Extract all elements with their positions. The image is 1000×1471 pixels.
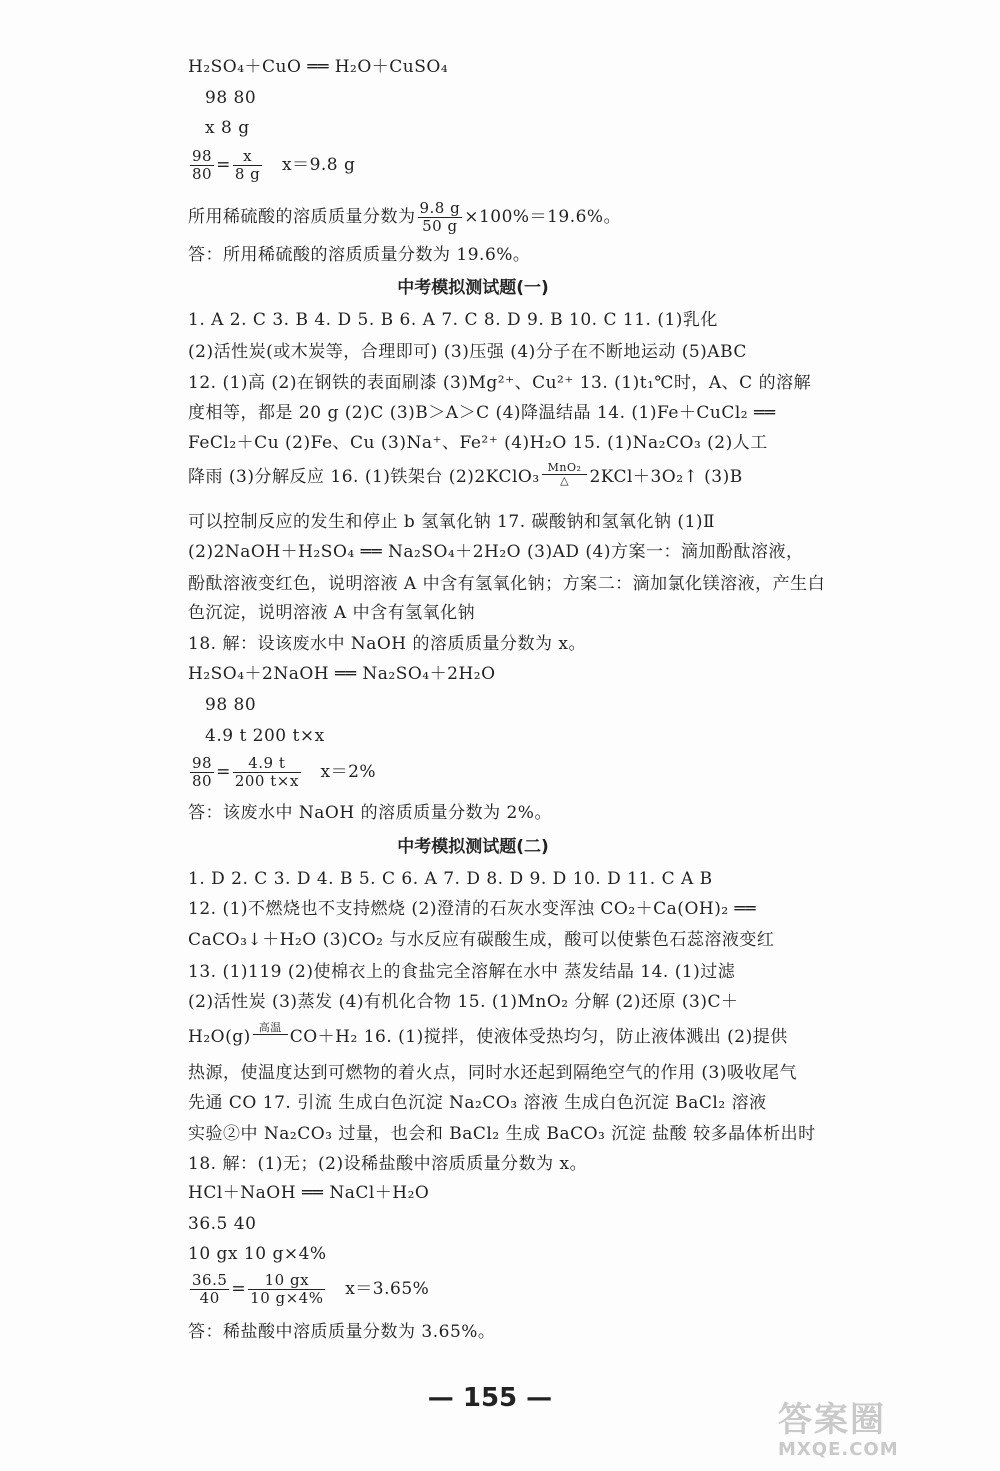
answer-line: H₂O(g) 高温 CO＋H₂ 16. (1)搅拌，使液体受热均匀，防止液体溅出 (2)提供 xyxy=(188,1021,788,1047)
answer-line: 热源，使温度达到可燃物的着火点，同时水还起到隔绝空气的作用 (3)吸收尾气 xyxy=(188,1063,797,1083)
reaction-condition: 高温 xyxy=(253,1022,288,1047)
fraction: $\frac{4.9 t}{200 t\times x}$ xyxy=(234,754,299,790)
answer-line: 18. 解：设该废水中 NaOH 的溶质质量分数为 x。 xyxy=(188,634,587,654)
watermark-url: MXQE.COM xyxy=(778,1439,899,1460)
answer-line: 18. 解：(1)无；(2)设稀盐酸中溶质质量分数为 x。 xyxy=(188,1154,588,1174)
fraction: $\frac{10 gx}{10 g\times 4\%}$ xyxy=(250,1271,324,1307)
answer-line: (2)活性炭 (3)蒸发 (4)有机化合物 15. (1)MnO₂ 分解 (2)还原 (3)C＋ xyxy=(188,992,739,1012)
answer-line: 酚酞溶液变红色，说明溶液 A 中含有氢氧化钠；方案二：滴加氯化镁溶液，产生白 xyxy=(188,574,826,594)
fraction: $\frac{98}{80}$ xyxy=(192,147,213,183)
equation-line: H₂SO₄＋2NaOH ══ Na₂SO₄＋2H₂O xyxy=(188,664,496,684)
answer-line: (2)活性炭(或木炭等，合理即可) (3)压强 (4)分子在不断地运动 (5)ABC xyxy=(188,342,747,362)
answer-line: 可以控制反应的发生和停止 b 氢氧化钠 17. 碳酸钠和氢氧化钠 (1)Ⅱ xyxy=(188,512,716,532)
proportion-line: $\frac{36.5}{40}$ = $\frac{10 gx}{10 g\times 4\%}$ x＝3.65% xyxy=(192,1271,430,1307)
fraction: $\frac{9.8 g}{50 g}$ xyxy=(419,199,461,235)
page-number: — 155 — xyxy=(427,1383,553,1413)
fraction: $\frac{36.5}{40}$ xyxy=(192,1271,228,1307)
proportion-line: $\frac{98}{80}$ = $\frac{4.9 t}{200 t\times x}$ x＝2% xyxy=(192,754,377,790)
ratio-line: 4.9 t 200 t×x xyxy=(205,726,325,746)
proportion-line: $\frac{98}{80}$ = $\frac{x}{8 g}$ x＝9.8 g xyxy=(192,147,356,183)
result-text: x＝9.8 g xyxy=(281,155,356,175)
answer-line: 先通 CO 17. 引流 生成白色沉淀 Na₂CO₃ 溶液 生成白色沉淀 BaCl₂ 溶液 xyxy=(188,1093,767,1113)
answer-line: 答：稀盐酸中溶质质量分数为 3.65%。 xyxy=(188,1322,496,1342)
equation-line: HCl＋NaOH ══ NaCl＋H₂O xyxy=(188,1183,430,1203)
section-title: 中考模拟测试题(一) xyxy=(397,278,549,298)
result-text: x＝3.65% xyxy=(345,1279,430,1299)
answer-line: 降雨 (3)分解反应 16. (1)铁架台 (2)2KClO₃ MnO₂ △ 2KCl＋3O₂↑ (3)B xyxy=(188,461,743,487)
answer-line: 13. (1)119 (2)使棉衣上的食盐完全溶解在水中 蒸发结晶 14. (1)过滤 xyxy=(188,962,736,982)
answer-line: 色沉淀，说明溶液 A 中含有氢氧化钠 xyxy=(188,603,476,623)
fraction: $\frac{x}{8 g}$ xyxy=(234,147,261,183)
answer-line: 答：该废水中 NaOH 的溶质质量分数为 2%。 xyxy=(188,803,552,823)
section-title: 中考模拟测试题(二) xyxy=(397,837,549,857)
percent-line: 所用稀硫酸的溶质质量分数为 $\frac{9.8 g}{50 g}$ ×100%＝19.6%。 xyxy=(188,199,622,235)
ratio-line: 10 gx 10 g×4% xyxy=(188,1244,327,1264)
answer-line: 实验②中 Na₂CO₃ 过量，也会和 BaCl₂ 生成 BaCO₃ 沉淀 盐酸 较多晶体析出时 xyxy=(188,1124,816,1144)
answer-line: 12. (1)不燃烧也不支持燃烧 (2)澄清的石灰水变浑浊 CO₂＋Ca(OH)₂ ══ xyxy=(188,899,757,919)
answer-line: 1. A 2. C 3. B 4. D 5. B 6. A 7. C 8. D 9. B 10. C 11. (1)乳化 xyxy=(188,310,718,330)
answer-line: 度相等，都是 20 g (2)C (3)B＞A＞C (4)降温结晶 14. (1)Fe＋CuCl₂ ══ xyxy=(188,403,776,423)
equation-line: H₂SO₄＋CuO ══ H₂O＋CuSO₄ xyxy=(188,57,449,77)
watermark-text: 答案圈 xyxy=(778,1400,886,1440)
ratio-line: x 8 g xyxy=(205,118,250,138)
answer-line: FeCl₂＋Cu (2)Fe、Cu (3)Na⁺、Fe²⁺ (4)H₂O 15. (1)Na₂CO₃ (2)人工 xyxy=(188,433,768,453)
watermark-logo xyxy=(778,1400,988,1462)
result-text: x＝2% xyxy=(320,762,377,782)
answer-line: (2)2NaOH＋H₂SO₄ ══ Na₂SO₄＋2H₂O (3)AD (4)方案一：滴加酚酞溶液， xyxy=(188,542,804,562)
answer-line: 1. D 2. C 3. D 4. B 5. C 6. A 7. D 8. D 9. D 10. D 11. C A B xyxy=(188,869,713,889)
ratio-line: 98 80 xyxy=(205,88,257,108)
answer-line: 答：所用稀硫酸的溶质质量分数为 19.6%。 xyxy=(188,245,531,265)
ratio-line: 98 80 xyxy=(205,695,257,715)
answer-line: 12. (1)高 (2)在钢铁的表面刷漆 (3)Mg²⁺、Cu²⁺ 13. (1)t₁℃时，A、C 的溶解 xyxy=(188,373,812,393)
answer-line: CaCO₃↓＋H₂O (3)CO₂ 与水反应有碳酸生成，酸可以使紫色石蕊溶液变红 xyxy=(188,930,775,950)
fraction: $\frac{98}{80}$ xyxy=(192,754,213,790)
ratio-line: 36.5 40 xyxy=(188,1214,257,1234)
reaction-condition: MnO₂ △ xyxy=(542,462,588,487)
